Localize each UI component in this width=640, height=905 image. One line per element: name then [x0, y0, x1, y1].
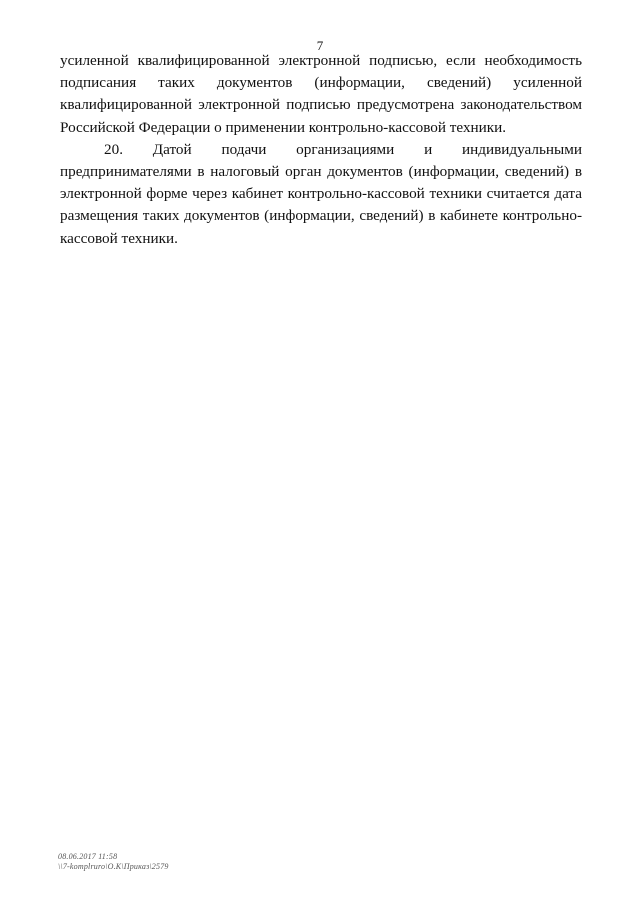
paragraph-continued: усиленной квалифицированной электронной подписью, если необходимость подписания таких документов (информации, сведений) усиленной квалифицированной электронной подписью предусмотрена законодательством Российской Федерации о применении контрольно-кассовой техники.: [60, 52, 582, 136]
document-body: [60, 50, 582, 250]
paragraph-20: 20. Датой подачи организациями и индивидуальными предпринимателями в налоговый орган документов (информации, сведений) в электронной форме через кабинет контрольно-кассовой техники считается дата размещения таких документов (информации, сведений) в кабинете контрольно-кассовой техники.: [60, 140, 582, 247]
page-number: 7: [316, 38, 324, 53]
footer-file-path: \\7-komplruro\O.K\Приказ\2579: [58, 862, 169, 871]
footer-timestamp: 08.06.2017 11:58: [58, 852, 118, 861]
file-footer: [58, 852, 169, 872]
